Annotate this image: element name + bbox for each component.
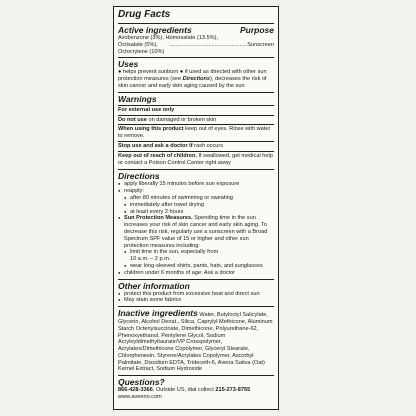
questions-mid: , Outside US, dial collect — [152, 387, 216, 394]
active-line-2 — [118, 42, 274, 56]
sun-protection-measures — [118, 215, 274, 249]
phone-1[interactable]: 866-428-3366 — [118, 387, 153, 394]
measure-2: ● wear long-sleeved shirts, pants, hats, and sunglasses — [118, 263, 274, 270]
direction-2b: ● immediately after towel drying — [118, 202, 274, 209]
directions-section — [118, 170, 274, 279]
do-not-use-label: Do not use — [118, 116, 147, 123]
drug-facts-title: Drug Facts — [118, 9, 171, 20]
drug-facts-label — [113, 6, 279, 410]
inactive-list: Water, Butyloctyl Salicylate, Glycerin, Alcohol Denat., Silica, Caprylyl Methicone, Aluminum Starch Octenylsuccinate, Dimethicone, Polyurethane-62, Phenoxyethanol, Pentylene Glycol, Sodium Acryloyldimethyltaurate/VP Crosspolymer, Acrylates/Dimethicone Copolymer, Glyceryl Stearate, Chlorphenesin, Styrene/Acrylates Copolymer, Ascorbyl Palmitate, Disodium EDTA, Trideceth-6, Avena Sativa (Oat) Kernel Extract, Sodium Hydroxide — [118, 312, 273, 373]
bullet-icon: ● — [179, 69, 184, 76]
other-information-heading: Other information — [118, 280, 190, 291]
uses-item-2b: Directions — [182, 76, 211, 83]
keep-out-text: If swallowed, get medical help or contact a Poison Control Center right away — [118, 152, 273, 166]
uses-item-2a: if used as directed with other sun protection measures (see — [118, 69, 267, 83]
when-using — [118, 125, 274, 142]
uses-heading: Uses — [118, 59, 139, 70]
measure-1b: 10 a.m. – 2 p.m. — [130, 256, 171, 263]
purpose-heading: Purpose — [239, 25, 274, 35]
other-2: ● May stain some fabrics — [118, 297, 274, 304]
uses-item-1: helps prevent sunburn — [122, 69, 179, 76]
inactive-heading: Inactive ingredients — [118, 308, 198, 319]
stop-use-label: Stop use and ask a doctor if — [118, 142, 193, 149]
leader-dots: .................................................. — [169, 41, 248, 48]
warnings-heading: Warnings — [118, 94, 274, 106]
purpose-value: Sunscreen — [247, 41, 274, 48]
keep-out-of-reach — [118, 152, 274, 168]
active-line-1: Avobenzone (3%), Homosalate (13.5%), — [118, 35, 219, 41]
active-ingredients-section — [118, 24, 274, 58]
active-line-2-text: Octisalate (5%), Octocrylene (10%) — [118, 41, 165, 55]
inactive-text — [118, 308, 274, 373]
external-use: For external use only — [118, 106, 274, 116]
bullet-icon: ● — [118, 69, 122, 76]
uses-text — [118, 69, 274, 89]
phone-2[interactable]: 215-273-8755 — [215, 387, 251, 394]
other-information-section — [118, 280, 274, 308]
other-list — [118, 291, 274, 305]
questions-contact — [118, 387, 274, 394]
spm-label: Sun Protection Measures. — [124, 215, 193, 222]
when-using-label: When using this product — [118, 126, 184, 133]
direction-2c: ● at least every 2 hours — [118, 209, 274, 216]
directions-list — [118, 181, 274, 276]
spm-text: Spending time in the sun increases your risk of skin cancer and early skin aging. To decrease this risk, regularly use a sunscreen with a Broad Spectrum SPF value of 15 or higher and other sun protection measures including: — [124, 215, 268, 249]
directions-heading: Directions — [118, 171, 160, 182]
uses-section — [118, 58, 274, 92]
website-link[interactable]: www.aveeno.com — [118, 394, 162, 401]
when-using-text: keep out of eyes. Rinse with water to remove. — [118, 126, 271, 140]
direction-2: ● reapply: — [118, 188, 274, 195]
uses-item-2c: ), decreases the risk of skin cancer and early skin aging caused by the sun — [118, 76, 267, 89]
do-not-use — [118, 116, 274, 126]
other-1: ● protect this product from excessive heat and direct sun — [118, 291, 274, 298]
stop-use-text: rash occurs — [192, 142, 224, 149]
children-direction: ● children under 6 months of age: Ask a doctor — [118, 270, 274, 277]
questions-section — [118, 376, 274, 403]
active-ingredients-heading: Active ingredients — [118, 25, 192, 35]
drug-facts-header — [118, 7, 274, 24]
inactive-ingredients-section — [118, 307, 274, 376]
do-not-use-text: on damaged or broken skin — [146, 116, 217, 123]
direction-1: ● apply liberally 15 minutes before sun exposure — [118, 181, 274, 188]
stop-use — [118, 142, 274, 152]
direction-2a: ● after 80 minutes of swimming or sweating — [118, 195, 274, 202]
warnings-section — [118, 93, 274, 171]
measure-1: ● limit time in the sun, especially from — [118, 249, 274, 256]
keep-out-label: Keep out of reach of children. — [118, 152, 197, 159]
questions-heading: Questions? — [118, 377, 165, 388]
